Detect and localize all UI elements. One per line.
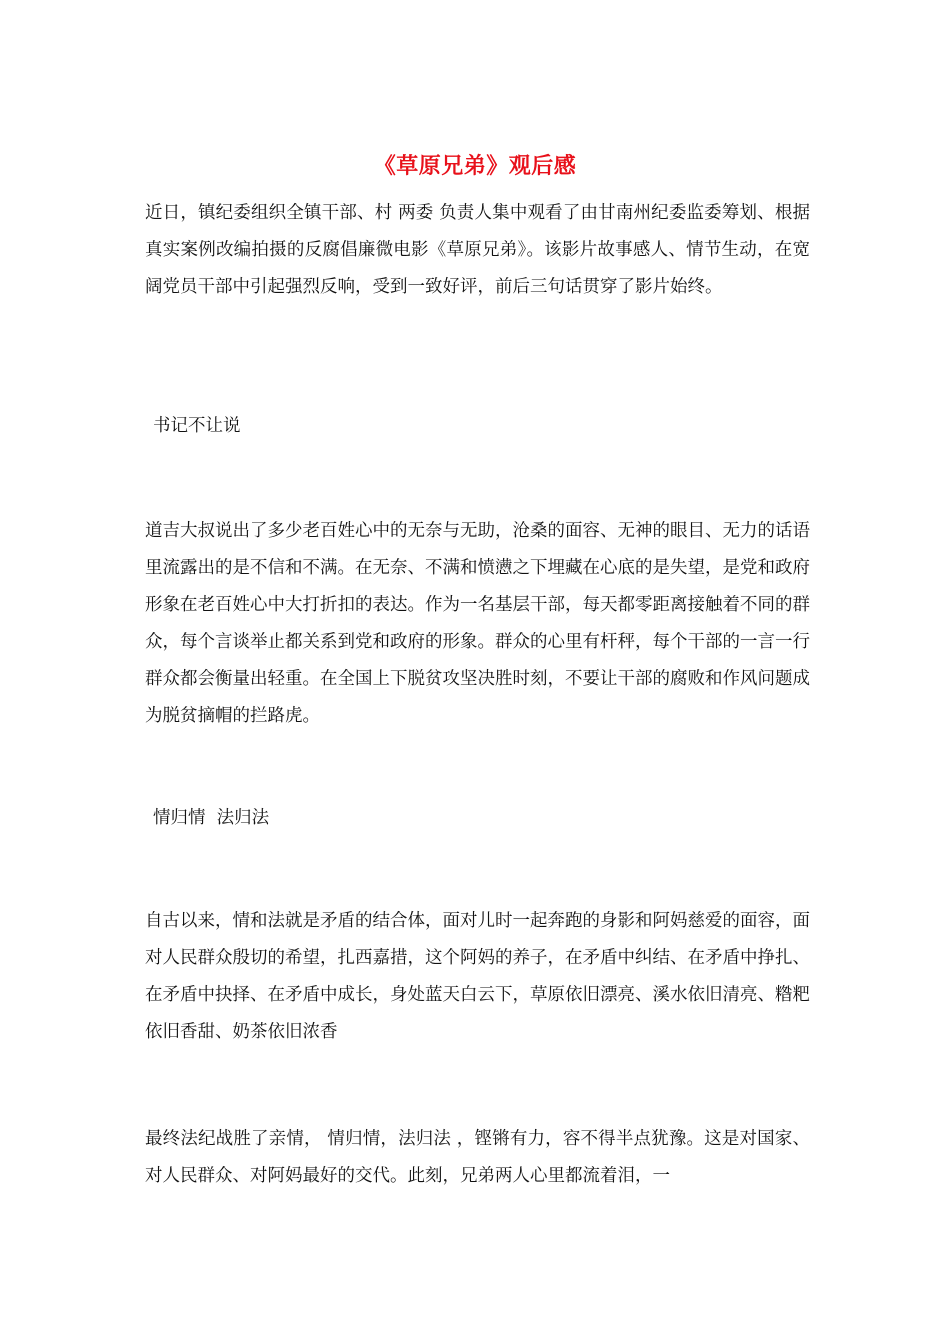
body-paragraph-daoji: 道吉大叔说出了多少老百姓心中的无奈与无助，沧桑的面容、无神的眼目、无力的话语里流露出的是不信和不满。在无奈、不满和愤懑之下埋藏在心底的是失望，是党和政府形象在老百姓心中大打折扣的表达。作为一名基层干部，每天都零距离接触着不同的群众，每个言谈举止都关系到党和政府的形象。群众的心里有杆秤，每个干部的一言一行群众都会衡量出轻重。在全国上下脱贫攻坚决胜时刻，不要让干部的腐败和作风问题成为脱贫摘帽的拦路虎。 [145,521,810,726]
section-heading-shuji: 书记不让说 [153,416,241,436]
body-paragraph-ziguyilai: 自古以来，情和法就是矛盾的结合体，面对儿时一起奔跑的身影和阿妈慈爱的面容，面对人民群众殷切的希望，扎西嘉措，这个阿妈的养子，在矛盾中纠结、在矛盾中挣扎、在矛盾中抉择、在矛盾中成长，身处蓝天白云下，草原依旧漂亮、溪水依旧清亮、糌粑依旧香甜、奶茶依旧浓香 [145,911,810,1042]
intro-paragraph: 近日，镇纪委组织全镇干部、村 两委 负责人集中观看了由甘南州纪委监委筹划、根据真实案例改编拍摄的反腐倡廉微电影《草原兄弟》。该影片故事感人、情节生动，在宽阔党员干部中引起强烈反响，受到一致好评，前后三句话贯穿了影片始终。 [145,203,810,297]
body-paragraph-zuizhong: 最终法纪战胜了亲情， 情归情，法归法 ，铿锵有力，容不得半点犹豫。这是对国家、对人民群众、对阿妈最好的交代。此刻，兄弟两人心里都流着泪，一 [145,1129,810,1186]
section-heading-qingfa: 情归情 法归法 [153,808,270,828]
document-title: 《草原兄弟》观后感 [373,153,577,179]
